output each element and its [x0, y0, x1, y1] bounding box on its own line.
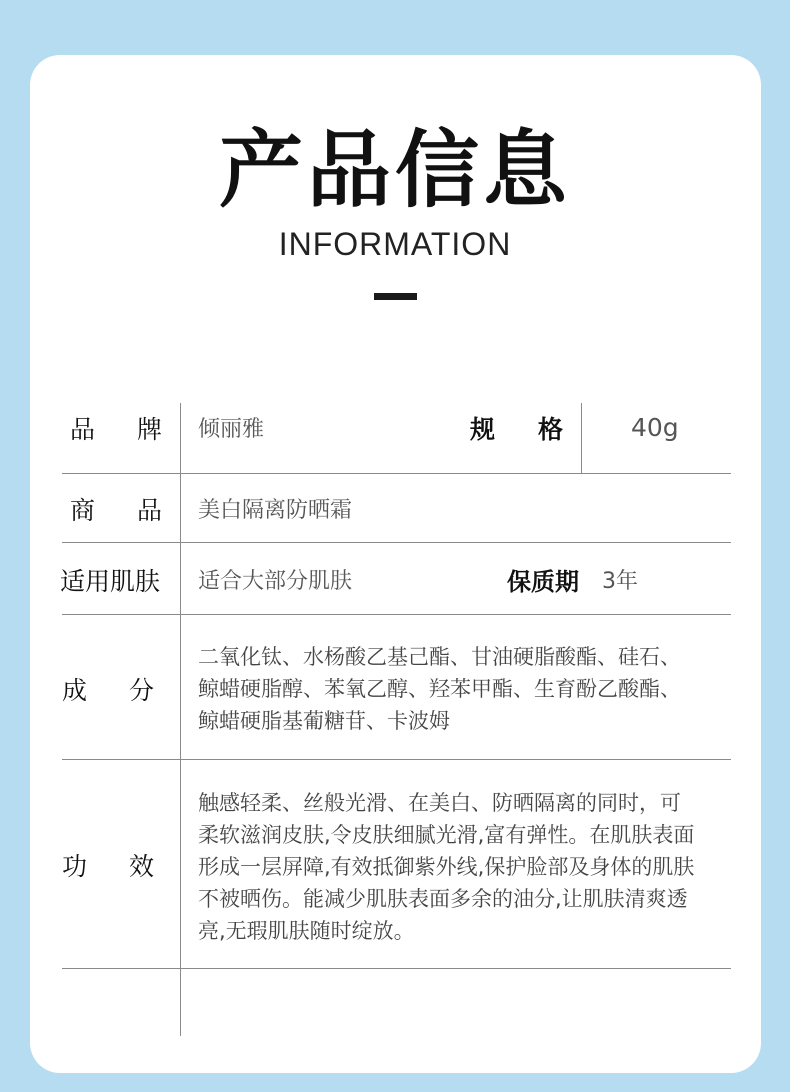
- row-divider-3: [62, 614, 731, 615]
- ingredients-line: 二氧化钛、水杨酸乙基己酯、甘油硬脂酸酯、硅石、: [198, 645, 681, 669]
- shelf-life-value: 3年: [602, 569, 638, 594]
- product-label: 商 品: [70, 496, 162, 525]
- title-divider: [374, 293, 417, 300]
- row-divider-2: [62, 542, 731, 543]
- spec-value: 40g: [631, 413, 679, 442]
- spec-label: 规 格: [470, 415, 563, 444]
- ingredients-value: [198, 641, 681, 737]
- skin-label: 适用肌肤: [60, 567, 161, 596]
- ingredients-line: 鲸蜡硬脂基葡糖苷、卡波姆: [198, 709, 450, 733]
- effect-line: 不被晒伤。能减少肌肤表面多余的油分,让肌肤清爽透: [198, 887, 688, 911]
- page-subtitle: INFORMATION: [278, 226, 512, 262]
- effect-line: 形成一层屏障,有效抵御紫外线,保护脸部及身体的肌肤: [198, 855, 695, 879]
- effect-label: 功 效: [62, 852, 154, 881]
- label-column-divider: [180, 403, 181, 1036]
- spec-column-divider: [581, 403, 582, 473]
- shelf-life-label: 保质期: [507, 568, 579, 596]
- ingredients-line: 鲸蜡硬脂醇、苯氧乙醇、羟苯甲酯、生育酚乙酸酯、: [198, 677, 681, 701]
- brand-label: 品 牌: [70, 415, 162, 444]
- brand-value: 倾丽雅: [198, 417, 265, 442]
- row-divider-1: [62, 473, 731, 474]
- effect-value: [198, 787, 694, 947]
- row-divider-5: [62, 968, 731, 969]
- effect-line: 触感轻柔、丝般光滑、在美白、防晒隔离的同时，可: [198, 791, 681, 815]
- effect-line: 亮,无瑕肌肤随时绽放。: [198, 919, 415, 943]
- effect-line: 柔软滋润皮肤,令皮肤细腻光滑,富有弹性。在肌肤表面: [198, 823, 695, 847]
- ingredients-label: 成 分: [62, 676, 154, 705]
- skin-value: 适合大部分肌肤: [198, 569, 353, 594]
- page-title: 产品信息: [218, 121, 571, 219]
- row-divider-4: [62, 759, 731, 760]
- product-value: 美白隔离防晒霜: [198, 498, 353, 523]
